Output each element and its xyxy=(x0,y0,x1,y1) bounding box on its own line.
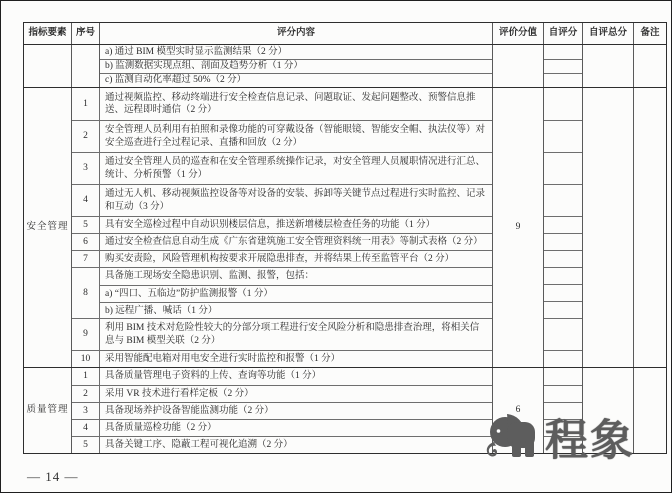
row-text: 安全管理人员利用有拍照和录像功能的可穿戴设备（智能眼镜、智能安全帽、执法仪等）对安全巡查进行全过程记录、直播和回放（2 分） xyxy=(105,125,486,148)
self-score-cell xyxy=(544,250,582,267)
section-monitoring-continuation xyxy=(24,45,666,87)
row-text: 通过安全检查信息自动生成《广东省建筑施工安全管理资料统一用表》等制式表格（2 分） xyxy=(105,236,483,247)
row-text: 购买安责险，风险管理机构按要求开展隐患排查，并将结果上传至监管平台（2 分） xyxy=(105,253,455,264)
indicator-cell: 质量管理 xyxy=(24,368,72,453)
row-text: 采用智能配电箱对用电安全进行实时监控和报警（1 分） xyxy=(105,353,341,364)
remark-cell xyxy=(634,45,666,87)
header-remark: 备注 xyxy=(640,28,660,39)
remark-cell xyxy=(634,88,666,367)
header-self-total: 自评总分 xyxy=(583,23,634,44)
table-row xyxy=(72,250,492,267)
row-text: 通过无人机、移动视频监控设备等对设备的安装、拆卸等关键节点过程进行实时监控、记录和互动（3 分） xyxy=(105,189,486,212)
row-text: 具备现场养护设备智能监测功能（2 分） xyxy=(105,405,274,416)
score-value-cell: 6 xyxy=(493,368,544,453)
indicator-cell xyxy=(24,45,72,87)
table-row xyxy=(72,88,492,120)
self-score-cell xyxy=(544,385,582,402)
row-text: 具备施工现场安全隐患识别、监测、报警，包括： xyxy=(105,271,315,282)
row-text: 通过安全管理人员的巡查和在安全管理系统操作记录，对安全管理人员履职情况进行汇总、统计、分析预警（1 分） xyxy=(105,157,486,180)
table-row xyxy=(72,152,492,184)
table-row xyxy=(72,419,492,436)
self-score-cell xyxy=(544,120,582,152)
self-score-cell xyxy=(544,216,582,233)
row-number: 5 xyxy=(72,217,100,233)
self-score-cell xyxy=(544,233,582,250)
self-total-cell xyxy=(583,88,634,367)
row-text: c) 监测自动化率超过 50%（2 分） xyxy=(100,73,492,87)
row-text: 具备质量巡检功能（2 分） xyxy=(105,422,217,433)
self-score-cell xyxy=(544,45,582,59)
header-number: 序号 xyxy=(72,23,100,44)
score-value-cell xyxy=(493,45,544,87)
row-number: 2 xyxy=(72,121,100,152)
self-score-cell xyxy=(544,73,582,87)
row-number: 3 xyxy=(72,153,100,184)
row-number: 3 xyxy=(72,403,100,419)
self-score-cell xyxy=(544,301,582,318)
number-cell-merged xyxy=(72,45,100,87)
self-score-cell xyxy=(544,318,582,350)
header-content: 评分内容 xyxy=(100,23,493,44)
row-number: 6 xyxy=(72,234,100,250)
self-score-cell xyxy=(544,88,582,120)
self-total-cell xyxy=(583,45,634,87)
self-score-cell xyxy=(544,368,582,385)
self-score-column xyxy=(544,45,583,87)
evaluation-table xyxy=(23,22,667,454)
table-row xyxy=(72,402,492,419)
row-text: 通过视频监控、移动终端进行安全检查信息记录、问题取证、发起问题整改、预警信息推送、远程即时通信（2 分） xyxy=(105,92,476,115)
row-number: 4 xyxy=(72,185,100,216)
row-text: a) “四口、五临边”防护监测报警（1 分） xyxy=(100,285,492,302)
self-score-cell xyxy=(544,284,582,301)
row-text: b) 监测数据实现点组、剖面及趋势分析（1 分） xyxy=(100,59,492,73)
score-value-cell: 9 xyxy=(493,88,544,367)
watermark-text: 程象 xyxy=(545,417,635,465)
self-score-cell xyxy=(544,350,582,367)
table-row xyxy=(72,216,492,233)
row-text: 采用 VR 技术进行看样定板（2 分） xyxy=(105,388,254,399)
content-column xyxy=(72,88,493,367)
table-row xyxy=(72,350,492,367)
row-number: 9 xyxy=(72,319,100,350)
page-number: — 14 — xyxy=(27,469,79,484)
self-score-cell xyxy=(544,184,582,216)
header-self-score: 自评分 xyxy=(544,23,583,44)
header-indicator: 指标要素 xyxy=(24,23,72,44)
table-row xyxy=(72,436,492,453)
header-score-value: 评价分值 xyxy=(493,23,544,44)
self-score-cell xyxy=(544,59,582,73)
table-header-row xyxy=(24,23,666,45)
row-number: 10 xyxy=(72,351,100,367)
content-column xyxy=(100,45,493,87)
row-text: 利用 BIM 技术对危险性较大的分部分项工程进行安全风险分析和隐患排查治理，将相关信息与 BIM 模型关联（2 分） xyxy=(105,323,480,346)
remark-cell xyxy=(634,368,666,453)
table-row xyxy=(72,368,492,385)
row-text: a) 通过 BIM 模型实时显示监测结果（2 分） xyxy=(105,46,288,57)
row-number: 2 xyxy=(72,386,100,402)
table-row xyxy=(72,120,492,152)
row-number: 5 xyxy=(72,437,100,453)
table-row-with-subitems xyxy=(72,267,492,318)
elephant-icon xyxy=(485,411,541,464)
row-text: 具有安全巡检过程中自动识别楼层信息，推送新增楼层检查任务的功能（1 分） xyxy=(105,219,436,230)
row-number: 1 xyxy=(72,88,100,120)
row-text: b) 远程广播、喊话（1 分） xyxy=(100,302,492,319)
row-text: 具备质量管理电子资料的上传、查询等功能（1 分） xyxy=(105,371,322,382)
table-row xyxy=(72,318,492,350)
row-number: 1 xyxy=(72,368,100,385)
row-number: 7 xyxy=(72,251,100,267)
self-score-cell xyxy=(544,152,582,184)
self-score-column xyxy=(544,88,583,367)
table-row xyxy=(72,233,492,250)
row-text: 具备关键工序、隐蔽工程可视化追溯（2 分） xyxy=(105,439,293,450)
table-row xyxy=(72,385,492,402)
row-number: 4 xyxy=(72,420,100,436)
section-safety-management xyxy=(24,87,666,367)
row-number: 8 xyxy=(72,268,100,318)
content-column xyxy=(72,368,493,453)
indicator-cell: 安全管理 xyxy=(24,88,72,367)
watermark-logo xyxy=(485,411,635,464)
self-score-cell xyxy=(544,267,582,284)
table-row xyxy=(72,184,492,216)
subrow-stack xyxy=(100,268,492,318)
